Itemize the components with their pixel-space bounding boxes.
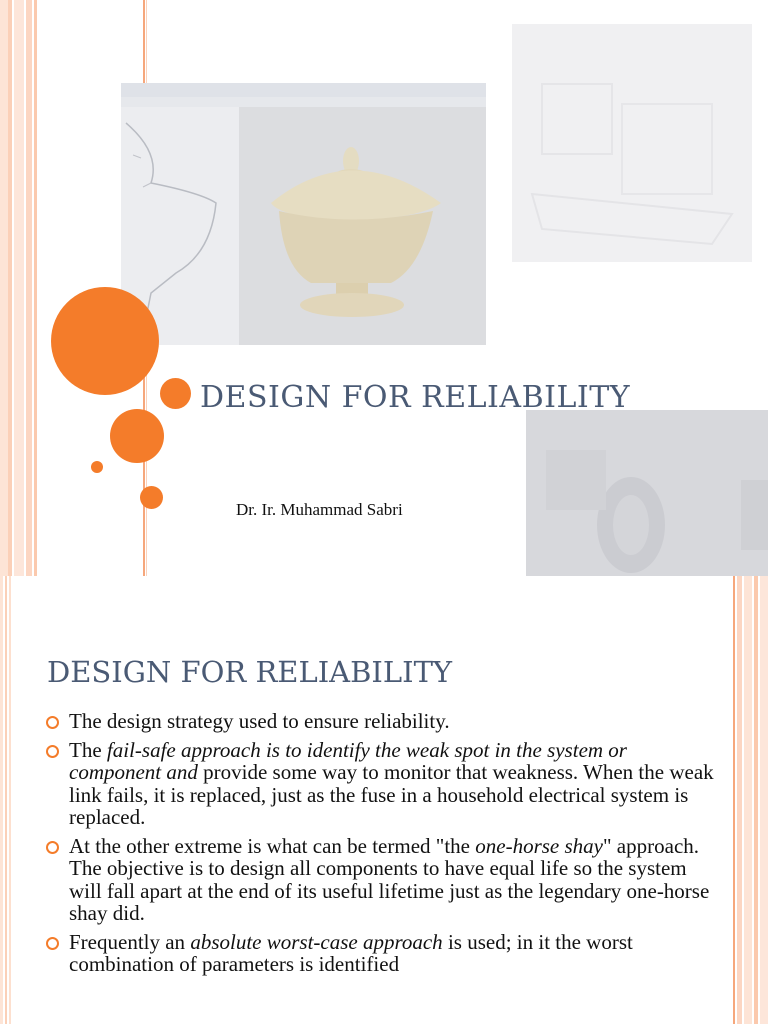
decorative-stripe <box>737 576 742 1024</box>
bullet-text-run: provide some way to monitor that weakness. When the weak link fails, it is replaced, just as the fuse in a household electrical system is replaced. <box>69 760 714 829</box>
bullet-marker-icon <box>46 745 59 758</box>
bullet-item <box>46 931 716 976</box>
orange-circle-small-2 <box>140 486 163 509</box>
decorative-stripe <box>9 576 11 1024</box>
bullet-text-run: is used; in it the worst combination of parameters is identified <box>69 929 633 976</box>
bullet-marker-icon <box>46 716 59 729</box>
cad-vase-image <box>121 83 486 345</box>
bullet-text-run: The design strategy used to ensure reliability. <box>69 709 450 733</box>
orange-circle-medium <box>110 409 164 463</box>
bullet-text-italic: absolute worst-case approach <box>190 929 443 954</box>
decorative-stripe <box>26 0 32 576</box>
decorative-stripe <box>0 576 3 1024</box>
bullet-text <box>69 834 709 926</box>
decorative-stripe <box>8 0 12 576</box>
bullet-text <box>69 930 633 977</box>
bullet-marker-icon <box>46 937 59 950</box>
decorative-stripe <box>754 576 758 1024</box>
decorative-stripe <box>14 0 24 576</box>
content-title: DESIGN FOR RELIABILITY <box>47 655 453 689</box>
bullet-text-italic: fail-safe approach is to identify the weak spot in the system or component and <box>69 737 627 784</box>
decorative-stripe <box>744 576 752 1024</box>
bullet-item <box>46 710 716 733</box>
bullet-text-run: The <box>69 737 107 762</box>
orange-circle-large <box>51 287 159 395</box>
decorative-stripe <box>760 576 768 1024</box>
bullet-text-run: At the other extreme is what can be termed "the <box>69 833 476 858</box>
decorative-stripe <box>733 576 735 1024</box>
cad-vase-drawing <box>121 83 486 345</box>
decorative-stripe <box>0 0 8 576</box>
bullet-list <box>46 710 716 982</box>
faded-vehicle-image <box>526 410 768 576</box>
slide-title: DESIGN FOR RELIABILITY <box>200 380 631 415</box>
bullet-text <box>69 738 714 830</box>
bullet-text-italic: one-horse shay <box>475 833 603 858</box>
faded-vehicle-drawing <box>526 410 768 576</box>
faded-assembly-image <box>512 24 752 262</box>
orange-circle-small <box>160 378 191 409</box>
decorative-stripe <box>5 576 7 1024</box>
bullet-text <box>69 709 450 733</box>
bullet-item <box>46 739 716 829</box>
faded-assembly-drawing <box>512 24 752 262</box>
bullet-text-run: Frequently an <box>69 929 191 954</box>
bullet-marker-icon <box>46 841 59 854</box>
author-name: Dr. Ir. Muhammad Sabri <box>236 500 403 519</box>
bullet-item <box>46 835 716 925</box>
decorative-stripe <box>34 0 37 576</box>
bullet-text-run: " approach. The objective is to design all components to have equal life so the system will fall apart at the end of its useful lifetime just as the legendary one-horse shay did. <box>69 833 710 925</box>
orange-circle-tiny <box>91 461 103 473</box>
